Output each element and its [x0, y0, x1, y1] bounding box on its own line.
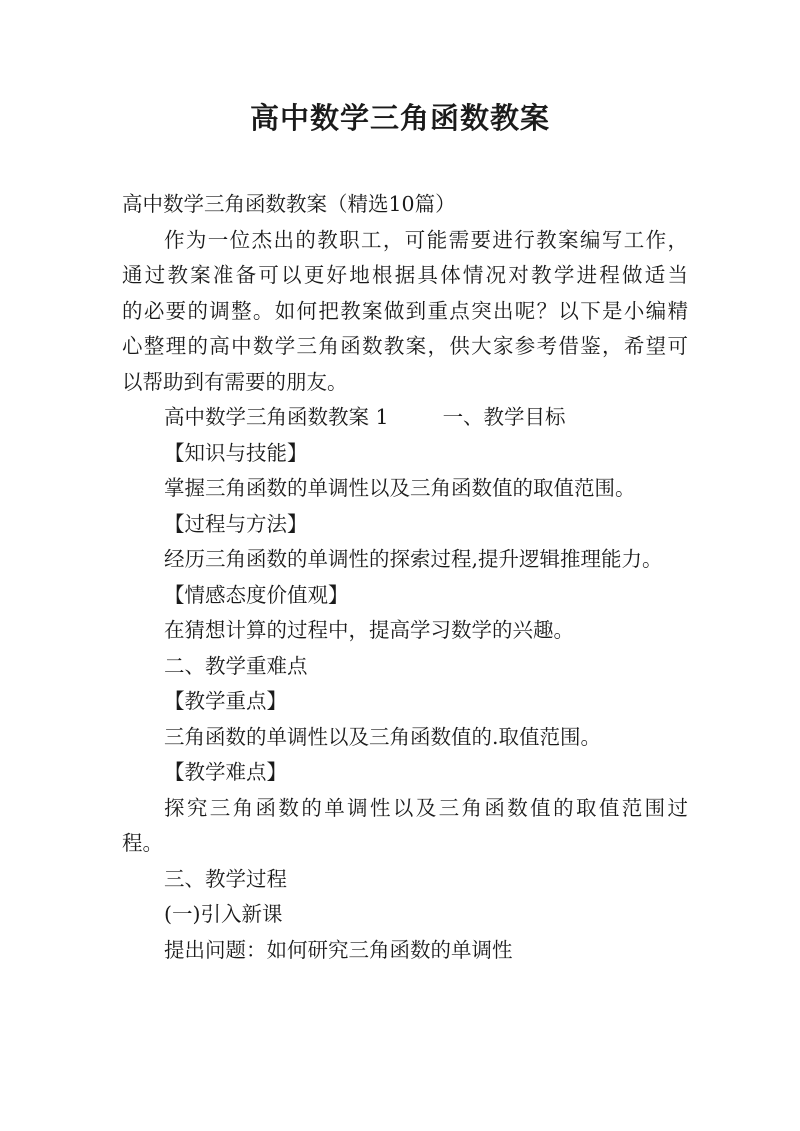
section-1-heading: 高中数学三角函数教案 1 — [164, 405, 389, 429]
document-body — [122, 187, 688, 968]
difficulty-text-line-1: 探究三角函数的单调性以及三角函数值的取值范围过 — [164, 795, 688, 820]
subtitle: 高中数学三角函数教案（精选10篇） — [122, 192, 456, 216]
knowledge-text: 掌握三角函数的单调性以及三角函数值的取值范围。 — [164, 476, 636, 500]
focus-text: 三角函数的单调性以及三角函数值的.取值范围。 — [164, 724, 602, 749]
focus-label: 【教学重点】 — [164, 689, 287, 713]
intro-line-4: 心整理的高中数学三角函数教案，供大家参考借鉴，希望可 — [122, 334, 688, 358]
process-text: 经历三角函数的单调性的探索过程,提升逻辑推理能力。 — [164, 547, 663, 571]
intro-new-lesson: (一)引入新课 — [164, 902, 283, 926]
intro-line-5: 以帮助到有需要的朋友。 — [122, 369, 348, 394]
question-text: 提出问题：如何研究三角函数的单调性 — [164, 937, 513, 962]
teaching-goals-heading: 一、教学目标 — [442, 405, 566, 429]
intro-line-1: 作为一位杰出的教职工，可能需要进行教案编写工作， — [164, 227, 688, 252]
intro-line-2: 通过教案准备可以更好地根据具体情况对教学进程做适当 — [122, 263, 688, 287]
difficulty-text-line-2: 程。 — [122, 831, 163, 855]
process-heading: 三、教学过程 — [164, 866, 287, 891]
document-title: 高中数学三角函数教案 — [249, 101, 550, 135]
knowledge-label: 【知识与技能】 — [164, 440, 308, 465]
difficulty-label: 【教学难点】 — [164, 760, 287, 784]
section-1-heading-line — [122, 400, 688, 436]
process-label: 【过程与方法】 — [164, 511, 308, 536]
key-points-heading: 二、教学重难点 — [164, 653, 308, 678]
emotion-label: 【情感态度价值观】 — [164, 582, 349, 607]
emotion-text: 在猜想计算的过程中，提高学习数学的兴趣。 — [164, 618, 574, 642]
intro-line-3: 的必要的调整。如何把教案做到重点突出呢？以下是小编精 — [122, 298, 688, 323]
